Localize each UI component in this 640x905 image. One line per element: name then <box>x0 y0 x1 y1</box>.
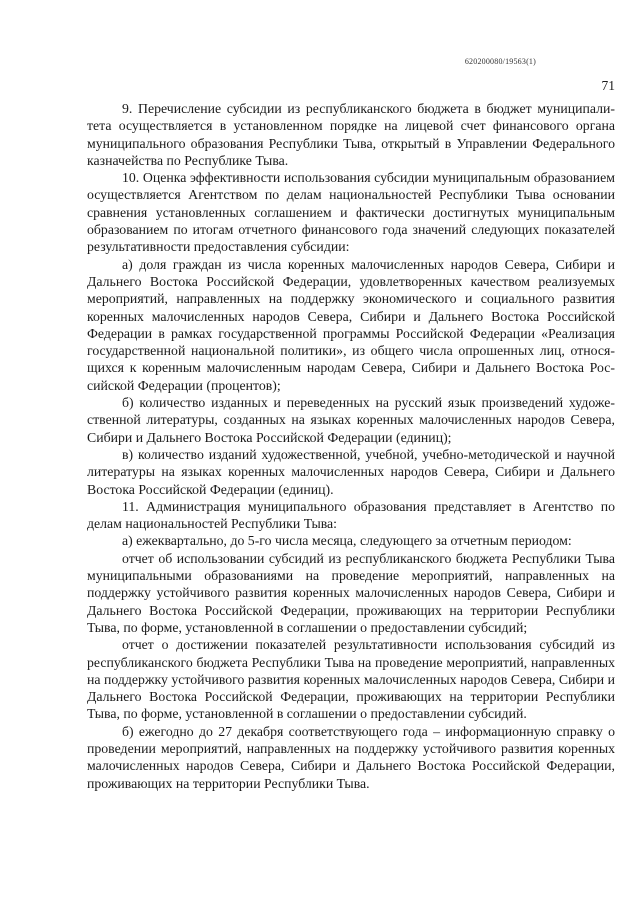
page-number: 71 <box>601 78 615 93</box>
paragraph-10c: в) количество изданий художественной, учебной, учебно-методической и научной литературы на языках коренных малочисленных народов Севера, Сибири и Дальнего Востока Российской Федерации (единиц). <box>87 446 615 497</box>
paragraph-10a: а) доля граждан из числа коренных малочисленных народов Севера, Сибири и Дальнего Востока Российской Федерации, удовлетворенных качеством реализуемых мероприятий, направленных на поддержку экономического и социального развития коренных малочисленных народов Севера, Сибири и Дальнего Востока Российской Федерации в рамках государственной программы Российской Федерации «Реализация государственной национальной политики», из общего числа опрошенных лиц, относящихся к коренным малочисленным народам Севера, Сибири и Дальнего Востока Российской Федерации (процентов); <box>87 256 615 393</box>
document-code: 620200080/19563(1) <box>464 57 536 66</box>
paragraph-10b: б) количество изданных и переведенных на русский язык произведений художественной литературы, созданных на языках коренных малочисленных народов Севера, Сибири и Дальнего Востока Российской Федерации (единиц); <box>87 395 615 445</box>
paragraph-9: 9. Перечисление субсидии из республиканского бюджета в бюджет муниципалитета осуществляется в установленном порядке на лицевой счет финансового органа муниципального образования Республики Тыва, открытый в Управлении Федерального казначейства по Республике Тыва. <box>87 101 615 168</box>
paragraph-11a-report-2: отчет о достижении показателей результативности использования субсидий из республиканского бюджета Республики Тыва на проведение мероприятий, направленных на поддержку устойчивого развития коренных малочисленных народов Севера, Сибири и Дальнего Востока Российской Федерации, проживающих на территории Республики Тыва, по форме, установленной в соглашении о предоставлении субсидий. <box>87 637 615 722</box>
paragraph-11b: б) ежегодно до 27 декабря соответствующего года – информационную справку о проведении мероприятий, направленных на поддержку устойчивого развития коренных малочисленных народов Севера, Сибири и Дальнего Востока Российской Федерации, проживающих на территории Республики Тыва. <box>87 723 615 791</box>
paragraph-11a-report-1: отчет об использовании субсидий из республиканского бюджета Республики Тыва муниципальными образованиями на проведение мероприятий, направленных на поддержку устойчивого развития коренных малочисленных народов Севера, Сибири и Дальнего Востока Российской Федерации, проживающих на территории Республики Тыва, по форме, установленной в соглашении о предоставлении субсидий; <box>87 550 615 635</box>
paragraph-10: 10. Оценка эффективности использования субсидии муниципальным образованием осуществляется Агентством по делам национальностей Республики Тыва основании сравнения установленных соглашением и фактически достигнутых муниципальным образованием по итогам отчетного финансового года значений следующих показателей результативности предоставления субсидии: <box>87 170 615 255</box>
paragraph-11: 11. Администрация муниципального образования представляет в Агентство по делам национальностей Республики Тыва: <box>87 498 615 532</box>
paragraph-11a: а) ежеквартально, до 5-го числа месяца, следующего за отчетным периодом: <box>122 533 572 549</box>
document-body <box>87 100 615 792</box>
